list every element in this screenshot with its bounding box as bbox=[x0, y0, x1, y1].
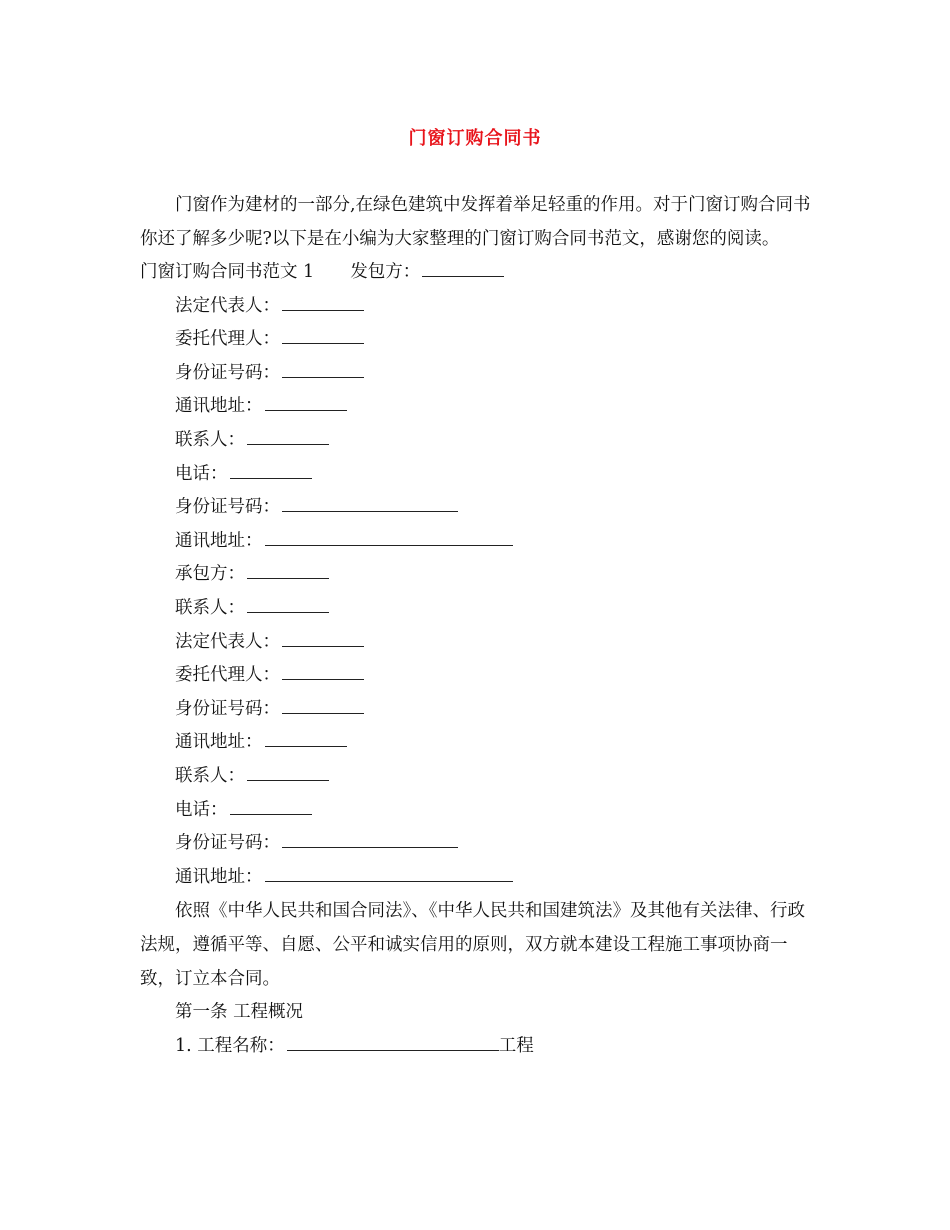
agent-label: 委托代理人： bbox=[175, 665, 280, 686]
field-line bbox=[140, 424, 820, 458]
field-line bbox=[140, 491, 820, 525]
section-label: 门窗订购合同书范文 1 bbox=[140, 262, 315, 282]
article-heading: 第一条 工程概况 bbox=[175, 1002, 304, 1023]
field-blank bbox=[282, 661, 364, 680]
field-blank bbox=[282, 628, 364, 647]
field-line bbox=[140, 390, 820, 424]
field-blank bbox=[282, 325, 364, 344]
field-blank bbox=[265, 527, 513, 546]
field-line bbox=[140, 323, 820, 357]
document-title: 门窗订购合同书 bbox=[408, 128, 542, 149]
id-number-label: 身份证号码： bbox=[175, 833, 280, 854]
field-line bbox=[140, 726, 820, 760]
project-name-suffix: 工程 bbox=[498, 1035, 534, 1056]
address-label: 通讯地址： bbox=[175, 732, 263, 753]
project-name-line bbox=[140, 1030, 820, 1064]
agent-label: 委托代理人： bbox=[175, 329, 280, 350]
address-label: 通讯地址： bbox=[175, 530, 263, 551]
field-line bbox=[140, 525, 820, 559]
field-line bbox=[140, 693, 820, 727]
legal-rep-label: 法定代表人： bbox=[175, 295, 280, 316]
field-blank bbox=[230, 460, 312, 479]
field-line bbox=[140, 760, 820, 794]
document-body bbox=[140, 188, 820, 1063]
law-paragraph: 依照《中华人民共和国合同法》、《中华人民共和国建筑法》及其他有关法律、行政法规，遵循平等、自愿、公平和诚实信用的原则，双方就本建设工程施工事项协商一致，订立本合同。 bbox=[140, 901, 805, 990]
project-name-label: 1. 工程名称： bbox=[175, 1035, 285, 1056]
field-blank bbox=[247, 762, 329, 781]
contractor-label: 承包方： bbox=[175, 564, 245, 585]
project-name-blank bbox=[287, 1032, 499, 1051]
field-blank bbox=[282, 359, 364, 378]
contact-label: 联系人： bbox=[175, 597, 245, 618]
field-line bbox=[140, 659, 820, 693]
section-heading-line bbox=[140, 256, 820, 290]
phone-label: 电话： bbox=[175, 463, 228, 484]
id-number-label: 身份证号码： bbox=[175, 698, 280, 719]
id-number-label: 身份证号码： bbox=[175, 497, 280, 518]
field-blank bbox=[265, 392, 347, 411]
field-blank bbox=[282, 493, 458, 512]
field-line bbox=[140, 592, 820, 626]
phone-label: 电话： bbox=[175, 799, 228, 820]
id-number-label: 身份证号码： bbox=[175, 362, 280, 383]
field-line bbox=[140, 626, 820, 660]
field-blank bbox=[247, 594, 329, 613]
fabao-label: 发包方： bbox=[350, 262, 421, 282]
field-line bbox=[140, 357, 820, 391]
field-line bbox=[140, 861, 820, 895]
fabao-blank bbox=[422, 258, 504, 277]
field-line bbox=[140, 558, 820, 592]
field-line bbox=[140, 827, 820, 861]
field-line bbox=[140, 458, 820, 492]
field-blank bbox=[282, 829, 458, 848]
field-blank bbox=[247, 560, 329, 579]
field-blank bbox=[247, 426, 329, 445]
legal-rep-label: 法定代表人： bbox=[175, 631, 280, 652]
field-blank bbox=[282, 292, 364, 311]
field-blank bbox=[282, 695, 364, 714]
contact-label: 联系人： bbox=[175, 429, 245, 450]
address-label: 通讯地址： bbox=[175, 396, 263, 417]
field-blank bbox=[265, 728, 347, 747]
contact-label: 联系人： bbox=[175, 765, 245, 786]
field-blank bbox=[230, 796, 312, 815]
address-label: 通讯地址： bbox=[175, 866, 263, 887]
field-line bbox=[140, 794, 820, 828]
intro-paragraph: 门窗作为建材的一部分,在绿色建筑中发挥着举足轻重的作用。对于门窗订购合同书你还了解多少呢?以下是在小编为大家整理的门窗订购合同书范文，感谢您的阅读。 bbox=[140, 195, 811, 249]
field-blank bbox=[265, 863, 513, 882]
field-line bbox=[140, 290, 820, 324]
